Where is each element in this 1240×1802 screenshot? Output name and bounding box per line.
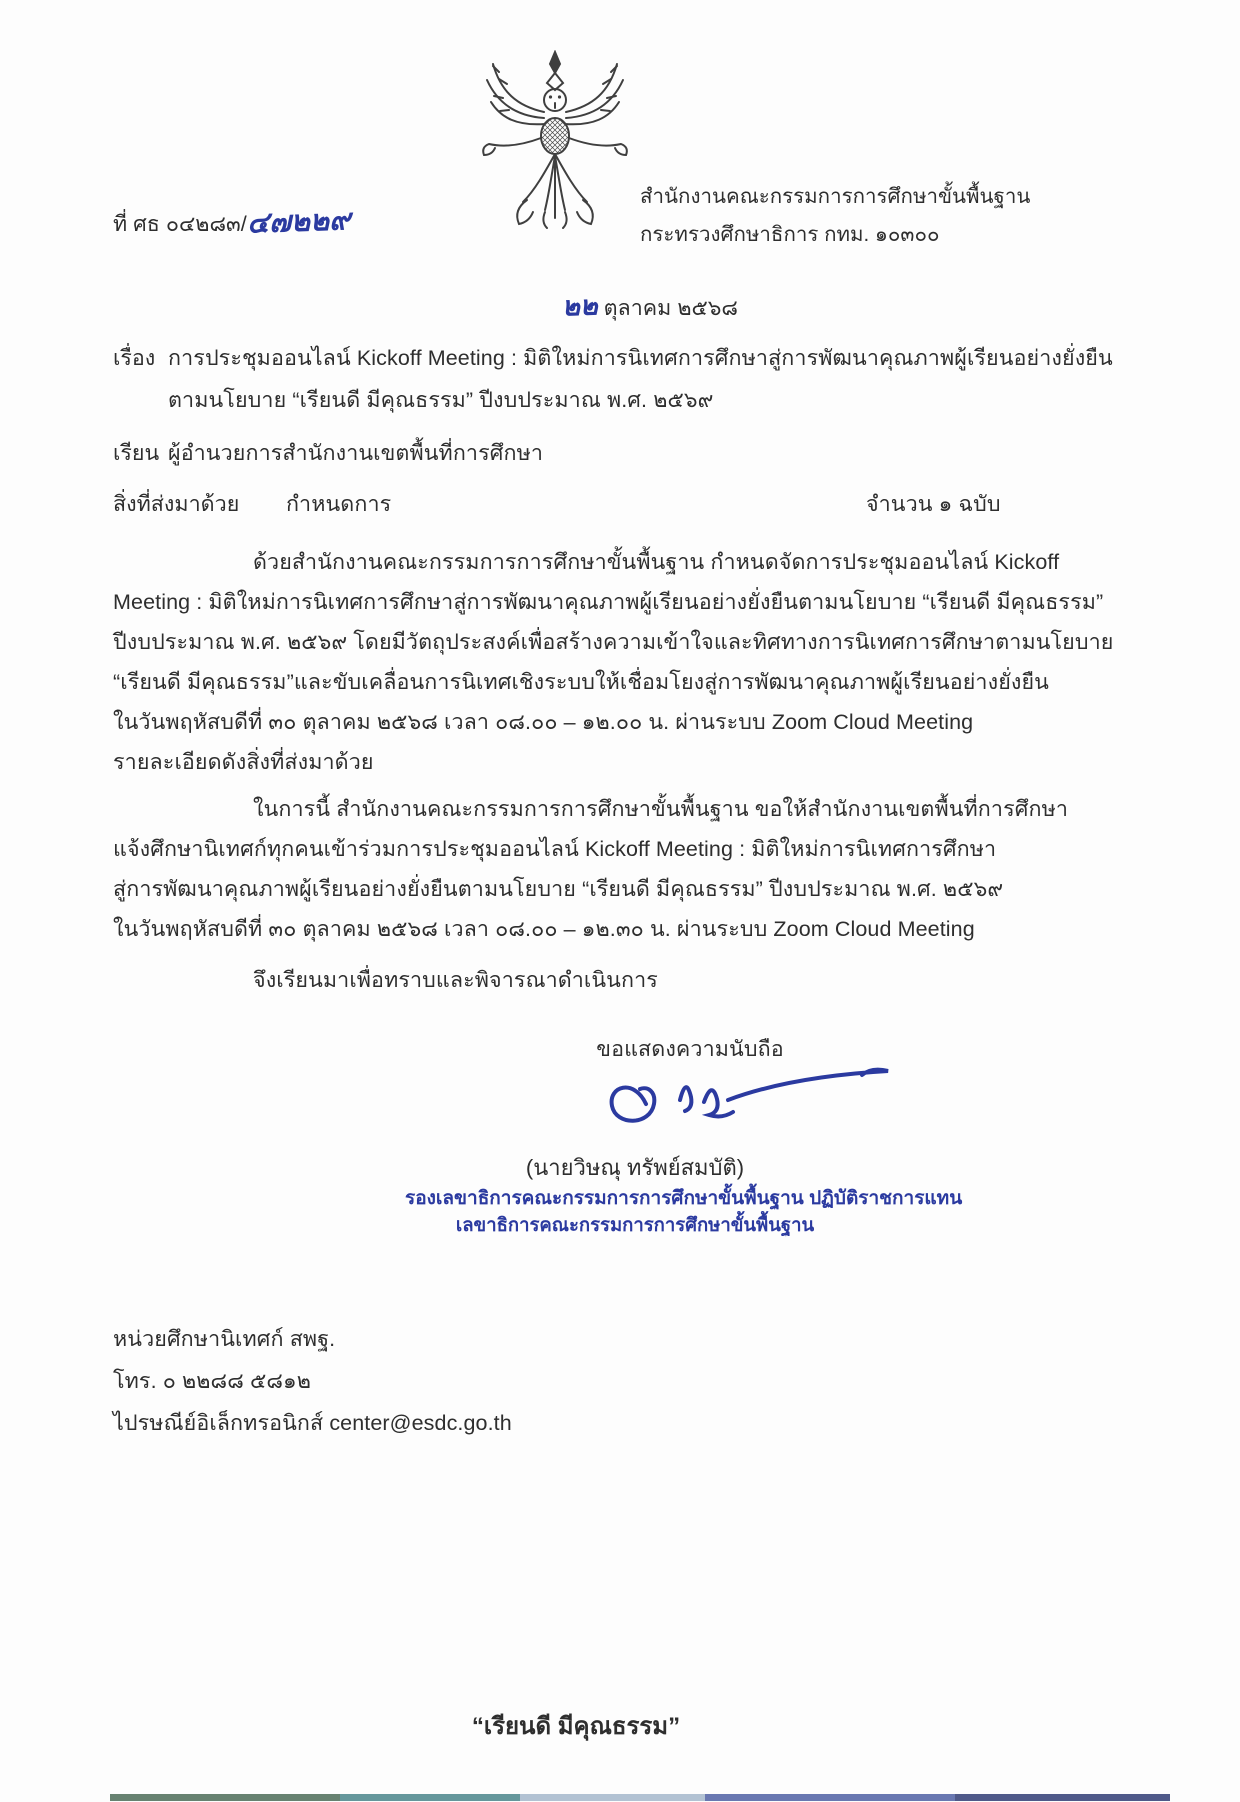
agency-name: สำนักงานคณะกรรมการการศึกษาขั้นพื้นฐาน [640, 185, 1031, 208]
garuda-emblem [465, 50, 645, 240]
strip-segment [520, 1794, 705, 1801]
subject-line2: ตามนโยบาย “เรียนดี มีคุณธรรม” ปีงบประมาณ พ.ศ. ๒๕๖๙ [168, 388, 714, 412]
subject-label: เรื่อง [113, 346, 156, 370]
paragraph1-line: ด้วยสำนักงานคณะกรรมการการศึกษาขั้นพื้นฐาน กำหนดจัดการประชุมออนไลน์ Kickoff [253, 550, 1060, 574]
to-value: ผู้อำนวยการสำนักงานเขตพื้นที่การศึกษา [168, 441, 544, 465]
contact-phone: โทร. ๐ ๒๒๘๘ ๕๘๑๒ [113, 1369, 312, 1393]
paragraph1-line: ในวันพฤหัสบดีที่ ๓๐ ตุลาคม ๒๕๖๘ เวลา ๐๘.๐๐ – ๑๒.๐๐ น. ผ่านระบบ Zoom Cloud Meeting [113, 710, 974, 734]
contact-email: ไปรษณีย์อิเล็กทรอนิกส์ center@esdc.go.th [113, 1411, 512, 1435]
strip-segment [110, 1794, 340, 1801]
paragraph1-line: Meeting : มิติใหม่การนิเทศการศึกษาสู่การพัฒนาคุณภาพผู้เรียนอย่างยั่งยืนตามนโยบาย “เรียนดี มีคุณธรรม” [113, 590, 1104, 614]
signature-ink [600, 1058, 910, 1148]
contact-unit: หน่วยศึกษานิเทศก์ สพฐ. [113, 1327, 336, 1351]
paragraph2-line: ในวันพฤหัสบดีที่ ๓๐ ตุลาคม ๒๕๖๘ เวลา ๐๘.๐๐ – ๑๒.๓๐ น. ผ่านระบบ Zoom Cloud Meeting [113, 917, 975, 941]
signer-name: (นายวิษณุ ทรัพย์สมบัติ) [525, 1155, 745, 1180]
agency-address: กระทรวงศึกษาธิการ กทม. ๑๐๓๐๐ [640, 223, 940, 246]
bottom-page-edge-strip [0, 1794, 1240, 1801]
subject-line1: การประชุมออนไลน์ Kickoff Meeting : มิติใหม่การนิเทศการศึกษาสู่การพัฒนาคุณภาพผู้เรียนอย่างยั่งยืน [168, 346, 1113, 370]
strip-segment [340, 1794, 520, 1801]
ref-number [113, 198, 350, 244]
ref-number-printed: ที่ ศธ ๐๔๒๘๓/ [113, 212, 247, 236]
strip-segment [955, 1794, 1170, 1801]
attachment-value: กำหนดการ [286, 492, 392, 516]
paragraph2-line: แจ้งศึกษานิเทศก์ทุกคนเข้าร่วมการประชุมออนไลน์ Kickoff Meeting : มิติใหม่การนิเทศการศึกษา [113, 837, 997, 861]
attachment-label: สิ่งที่ส่งมาด้วย [113, 492, 240, 516]
to-label: เรียน [113, 441, 160, 465]
signer-title-line1: รองเลขาธิการคณะกรรมการการศึกษาขั้นพื้นฐาน ปฏิบัติราชการแทน [405, 1188, 963, 1209]
paragraph2-line: สู่การพัฒนาคุณภาพผู้เรียนอย่างยั่งยืนตามนโยบาย “เรียนดี มีคุณธรรม” ปีงบประมาณ พ.ศ. ๒๕๖๙ [113, 877, 1004, 901]
strip-segment [705, 1794, 955, 1801]
paragraph1-line: ปีงบประมาณ พ.ศ. ๒๕๖๙ โดยมีวัตถุประสงค์เพื่อสร้างความเข้าใจและทิศทางการนิเทศการศึกษาตามนโยบาย [113, 630, 1114, 654]
closing-line: จึงเรียนมาเพื่อทราบและพิจารณาดำเนินการ [253, 968, 658, 992]
salutation: ขอแสดงความนับถือ [596, 1037, 784, 1061]
attachment-count: จำนวน ๑ ฉบับ [866, 492, 1001, 516]
paragraph2-line: ในการนี้ สำนักงานคณะกรรมการการศึกษาขั้นพื้นฐาน ขอให้สำนักงานเขตพื้นที่การศึกษา [253, 797, 1069, 821]
date-day-handwritten: ๒๒ [561, 290, 599, 322]
date-line [562, 284, 738, 327]
date-month-year: ตุลาคม ๒๕๖๘ [603, 296, 739, 320]
ref-number-handwritten: ๔๗๒๒๙ [246, 204, 351, 240]
paragraph1-line: รายละเอียดดังสิ่งที่ส่งมาด้วย [113, 750, 374, 774]
signer-title-line2: เลขาธิการคณะกรรมการการศึกษาขั้นพื้นฐาน [455, 1214, 815, 1235]
footer-slogan: “เรียนดี มีคุณธรรม” [471, 1713, 681, 1740]
paragraph1-line: “เรียนดี มีคุณธรรม”และขับเคลื่อนการนิเทศเชิงระบบให้เชื่อมโยงสู่การพัฒนาคุณภาพผู้เรียนอย่างยั่งยืน [113, 670, 1049, 694]
